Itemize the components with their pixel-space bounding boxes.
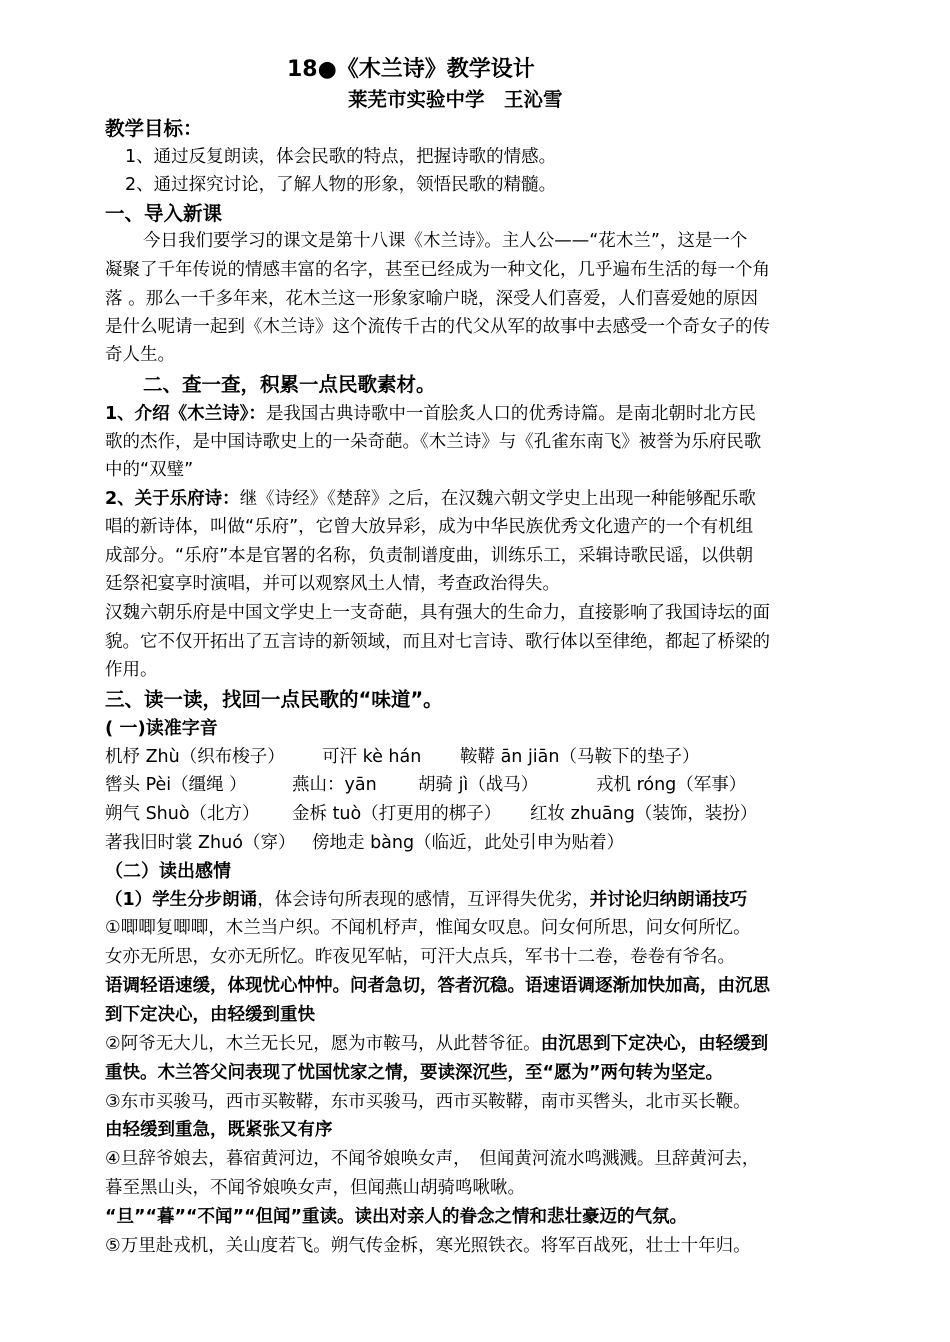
yuefu-line	[105, 485, 756, 513]
intro-text: 是我国古典诗歌中一首脍炙人口的优秀诗篇。是南北朝时北方民	[265, 404, 756, 424]
pinyin-item: 鞍鞯 ān jiān（马鞍下的垫子）	[460, 747, 700, 767]
paragraph-line: 今日我们要学习的课文是第十八课《木兰诗》。主人公——“花木兰”，这是一个	[143, 231, 748, 251]
paragraph-line: 奇人生。	[105, 345, 175, 365]
paragraph-line: 凝聚了千年传说的情感丰富的名字，甚至已经成为一种文化，几乎遍布生活的每一个角	[105, 260, 770, 280]
poem-line: ③东市买骏马，西市买鞍鞯，东市买骏马，西市买鞍鞯，南市买辔头，北市买长鞭。	[105, 1092, 751, 1112]
author-line: 莱芜市实验中学 王沁雪	[348, 88, 563, 111]
poem-text: ②阿爷无大儿，木兰无长兄，愿为市鞍马，从此替爷征。	[105, 1034, 541, 1054]
reading-note: 到下定决心，由轻缓到重快	[105, 1005, 315, 1025]
paragraph-line: 汉魏六朝乐府是中国文学史上一支奇葩，具有强大的生命力，直接影响了我国诗坛的面	[105, 603, 770, 623]
reading-note: 重快。木兰答父问表现了忧国忧家之情，要读深沉些，至“愿为”两句转为坚定。	[105, 1063, 724, 1083]
paragraph-line: 貌。它不仅开拓出了五言诗的新领域，而且对七言诗、歌行体以至律绝，都起了桥梁的	[105, 632, 770, 652]
step-middle: ，体会诗句所表现的感情，互评得失优劣，	[257, 890, 590, 910]
yuefu-label: 2、关于乐府诗：	[105, 489, 240, 509]
pinyin-item: 机杼 Zhù（织布梭子）	[105, 747, 285, 767]
pinyin-item: 红妆 zhuāng（装饰，装扮）	[530, 804, 758, 824]
pinyin-item: 著我旧时裳 Zhuó（穿）	[105, 833, 296, 853]
subsection-heading-2: （二）读出感情	[105, 861, 231, 882]
goal-item: 1、通过反复朗读，体会民歌的特点，把握诗歌的情感。	[125, 147, 557, 167]
poem-line: ⑤万里赴戎机，关山度若飞。朔气传金柝，寒光照铁衣。将军百战死，壮士十年归。	[105, 1236, 751, 1256]
pinyin-item: 金柝 tuò（打更用的梆子）	[292, 804, 502, 824]
pinyin-item: 可汗 kè hán	[322, 747, 422, 767]
pinyin-item: 戎机 róng（军事）	[596, 775, 747, 795]
pinyin-item: 朔气 Shuò（北方）	[105, 804, 260, 824]
step-instruction	[105, 886, 747, 914]
yuefu-text: 继《诗经》《楚辞》之后，在汉魏六朝文学史上出现一种能够配乐歌	[239, 489, 756, 509]
paragraph-line: 中的“双璧”	[105, 460, 194, 480]
reading-note: 语调轻语速缓，体现忧心忡忡。问者急切，答者沉稳。语速语调逐渐加快加高，由沉思	[105, 976, 770, 996]
pinyin-item: 胡骑 jì（战马）	[418, 775, 539, 795]
reading-note: “旦”“暮”“不闻”“但闻”重读。读出对亲人的眷念之情和悲壮豪迈的气氛。	[105, 1207, 688, 1227]
intro-label: 1、介绍《木兰诗》：	[105, 404, 266, 424]
poem-line	[105, 1030, 768, 1058]
paragraph-line: 是什么呢请一起到《木兰诗》这个流传千古的代父从军的故事中去感受一个奇女子的传	[105, 317, 770, 337]
section-heading-1: 一、导入新课	[105, 202, 223, 225]
section-heading-3: 三、读一读，找回一点民歌的“味道”。	[105, 688, 443, 711]
goals-heading: 教学目标：	[105, 117, 203, 140]
subsection-heading-1: ( 一)读准字音	[105, 718, 218, 739]
paragraph-line: 作用。	[105, 660, 158, 680]
paragraph-line: 廷祭祀宴享时演唱，并可以观察风土人情，考查政治得失。	[105, 574, 560, 594]
goal-item: 2、通过探究讨论，了解人物的形象，领悟民歌的精髓。	[125, 175, 557, 195]
poem-line: 女亦无所思，女亦无所忆。昨夜见军帖，可汗大点兵，军书十二卷，卷卷有爷名。	[105, 947, 735, 967]
poem-line: 暮至黑山头，不闻爷娘唤女声，但闻燕山胡骑鸣啾啾。	[105, 1178, 525, 1198]
step-bold-start: （1）学生分步朗诵	[105, 890, 258, 910]
reading-note-inline: 由沉思到下定决心，由轻缓到	[540, 1034, 769, 1054]
intro-line	[105, 400, 756, 428]
reading-note: 由轻缓到重急，既紧张又有序	[105, 1120, 333, 1140]
step-bold-end: 并讨论归纳朗诵技巧	[589, 890, 748, 910]
paragraph-line: 唱的新诗体，叫做“乐府”，它曾大放异彩，成为中华民族优秀文化遗产的一个有机组	[105, 517, 754, 537]
paragraph-line: 成部分。“乐府”本是官署的名称，负责制谱度曲，训练乐工，采辑诗歌民谣，以供朝	[105, 546, 754, 566]
poem-line: ①唧唧复唧唧，木兰当户织。不闻机杼声，惟闻女叹息。问女何所思，问女何所忆。	[105, 918, 751, 938]
pinyin-item: 傍地走 bàng（临近，此处引申为贴着）	[312, 833, 625, 853]
paragraph-line: 歌的杰作，是中国诗歌史上的一朵奇葩。《木兰诗》与《孔雀东南飞》被誉为乐府民歌	[105, 432, 762, 452]
poem-line: ④旦辞爷娘去，暮宿黄河边，不闻爷娘唤女声， 但闻黄河流水鸣溅溅。旦辞黄河去，	[105, 1149, 760, 1169]
pinyin-item: 燕山：yān	[292, 775, 377, 795]
paragraph-line: 落 。那么一千多年来，花木兰这一形象家喻户晓，深受人们喜爱，人们喜爱她的原因	[105, 289, 759, 309]
section-heading-2: 二、查一查，积累一点民歌素材。	[143, 373, 436, 396]
document-title: 18●《木兰诗》教学设计	[287, 57, 535, 82]
pinyin-item: 辔头 Pèi（缰绳 ）	[105, 775, 247, 795]
